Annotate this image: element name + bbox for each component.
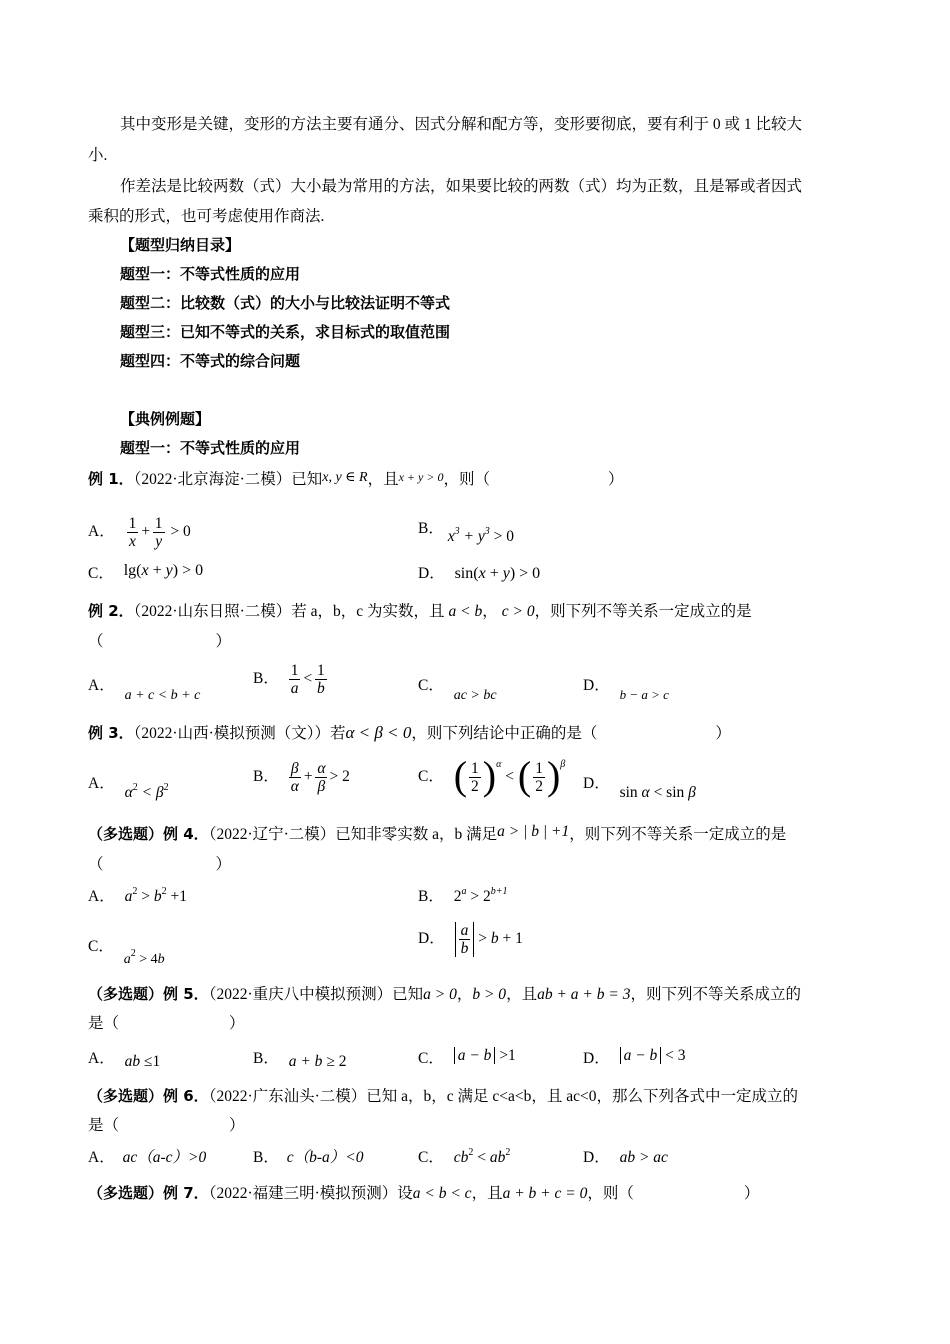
example-2-stem-line-2: （ ） bbox=[88, 633, 232, 650]
example-2-option-d: D． $_{b - a > c}$ bbox=[583, 677, 669, 702]
example-4-option-b: B． $2^a > 2^{b+1}$ bbox=[418, 886, 508, 905]
catalog-heading: 【题型归纳目录】 bbox=[120, 236, 241, 254]
example-2-option-a: A． a + c < b + c bbox=[88, 677, 201, 703]
example-3-option-a: A． $\alpha^2 < \beta^2$ bbox=[88, 775, 169, 801]
example-1-stem: 例 1．（2022·北京海淀·二模）已知x, y ∈ R，且x + y > 0，则（ ） bbox=[88, 470, 624, 488]
example-3-option-d: D． sin α < sin β bbox=[583, 775, 696, 801]
example-6-stem: （多选题）例 6．（2022·广东汕头·二模）已知 a，b，c 满足 c<a<b，且 ac<0，那么下列各式中一定成立的 bbox=[88, 1087, 799, 1105]
example-5-option-d: D． a − b < 3 bbox=[583, 1047, 686, 1067]
intro-paragraph-1-line-1: 其中变形是关键，变形的方法主要有通分、因式分解和配方等，变形要彻底，要有利于 0 或 1 比较大 bbox=[120, 116, 803, 133]
section-subheading: 题型一：不等式性质的应用 bbox=[120, 439, 301, 457]
examples-heading: 【典例例题】 bbox=[120, 410, 211, 428]
example-2-option-c: C． ac > bc bbox=[418, 677, 497, 703]
example-label: 例 1． bbox=[88, 470, 134, 488]
example-3-option-b: B． $\frac{\beta}{\alpha}$ + $\frac{\alpha}{\beta}$ > 2 bbox=[253, 760, 350, 795]
example-1-option-d: D． sin(x + y) > 0 bbox=[418, 565, 541, 582]
catalog-item-4: 题型四：不等式的综合问题 bbox=[120, 352, 301, 370]
example-3-stem: 例 3．（2022·山西·模拟预测（文））若α < β < 0，则下列结论中正确的是（ ） bbox=[88, 723, 731, 742]
catalog-item-1: 题型一：不等式性质的应用 bbox=[120, 265, 301, 283]
example-4-stem: （多选题）例 4．（2022·辽宁·二模）已知非零实数 a，b 满足a > | b | +1，则下列不等关系一定成立的是 bbox=[88, 823, 787, 843]
catalog-item-3: 题型三：已知不等式的关系，求目标式的取值范围 bbox=[120, 323, 451, 341]
example-5-stem-line-2: 是（ ） bbox=[88, 1015, 245, 1032]
example-5-option-c: C． a − b >1 bbox=[418, 1047, 516, 1067]
intro-paragraph-2-line-1: 作差法是比较两数（式）大小最为常用的方法，如果要比较的两数（式）均为正数，且是幂或者因式 bbox=[120, 178, 803, 195]
example-4-option-a: A． $a^2 > b^2 +1$ bbox=[88, 886, 187, 905]
example-2-stem: 例 2．（2022·山东日照·二模）若 a，b，c 为实数，且 a < b， c > 0，则下列不等关系一定成立的是 bbox=[88, 602, 752, 620]
example-1-option-b: B． $x^3 + y^3 > 0$ bbox=[418, 520, 514, 545]
example-5-option-a: A． ab ≤1 bbox=[88, 1050, 161, 1070]
example-2-option-b: B． $\frac{1}{a}$ < $\frac{1}{b}$ bbox=[253, 662, 325, 697]
example-4-option-d: D． $\frac{a}{b}$ > b + 1 bbox=[418, 922, 523, 957]
example-3-option-c: C． ( $\frac{1}{2}$ )$^\alpha$ < ( $\frac{1}{2}$ )$^\beta$ bbox=[418, 752, 566, 798]
catalog-item-2: 题型二：比较数（式）的大小与比较法证明不等式 bbox=[120, 294, 451, 312]
example-7-stem: （多选题）例 7．（2022·福建三明·模拟预测）设a < b < c，且a + b + c = 0，则（ ） bbox=[88, 1184, 760, 1202]
example-5-option-b: B． a + b ≥ 2 bbox=[253, 1050, 347, 1070]
example-1-option-c: C． lg(x + y) > 0 bbox=[88, 562, 204, 582]
intro-paragraph-2-line-2: 乘积的形式，也可考虑使用作商法. bbox=[88, 208, 325, 225]
example-6-option-a: A． ac（a-c）>0 bbox=[88, 1149, 207, 1166]
intro-paragraph-1-line-2: 小. bbox=[88, 147, 108, 164]
example-5-stem: （多选题）例 5．（2022·重庆八中模拟预测）已知a > 0，b > 0，且ab + a + b = 3，则下列不等关系成立的 bbox=[88, 985, 801, 1003]
example-6-stem-line-2: 是（ ） bbox=[88, 1117, 245, 1134]
example-6-option-c: C． $cb^2 < ab^2$ bbox=[418, 1147, 511, 1166]
example-6-option-d: D． ab > ac bbox=[583, 1149, 668, 1166]
example-4-option-c: C． $a^2 > 4b$ bbox=[88, 938, 165, 967]
example-4-stem-line-2: （ ） bbox=[88, 856, 232, 873]
example-1-option-a: A． $\frac{1}{x}$ + $\frac{1}{y}$ > 0 bbox=[88, 515, 191, 550]
example-6-option-b: B． c（b-a）<0 bbox=[253, 1149, 364, 1166]
